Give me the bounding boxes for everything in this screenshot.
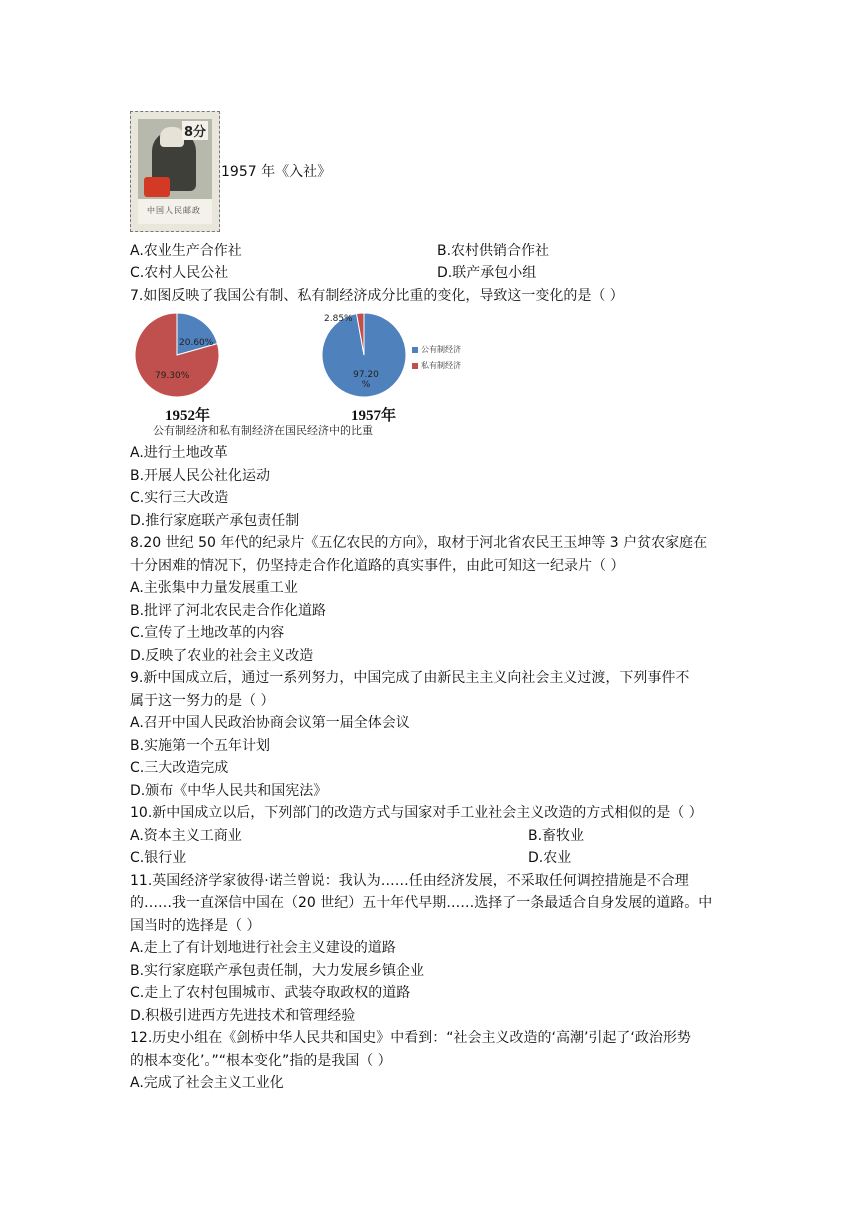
q7-stem: 7.如图反映了我国公有制、私有制经济成分比重的变化，导致这一变化的是（ ） [130, 288, 624, 304]
farmer-headscarf [160, 127, 184, 147]
q10-option-b[interactable]: B.畜牧业 [528, 828, 585, 844]
q6-option-c[interactable]: C.农村人民公社 [130, 265, 229, 281]
legend-swatch-private [412, 363, 418, 369]
q12-option-a[interactable]: A.完成了社会主义工业化 [130, 1075, 284, 1091]
q7-option-c[interactable]: C.实行三大改造 [130, 490, 229, 506]
q12-stem-line2: 的根本变化’。”“根本变化”指的是我国（ ） [130, 1053, 392, 1069]
q9-stem-line1: 9.新中国成立后，通过一系列努力，中国完成了由新民主主义向社会主义过渡，下列事件不 [130, 670, 690, 686]
q10-option-a[interactable]: A.资本主义工商业 [130, 828, 242, 844]
legend-public: 公有制经济 [412, 344, 461, 355]
q6-option-b[interactable]: B.农村供销合作社 [437, 243, 550, 259]
legend-swatch-public [412, 347, 418, 353]
q11-option-b[interactable]: B.实行家庭联产承包责任制，大力发展乡镇企业 [130, 963, 425, 979]
q8-option-a[interactable]: A.主张集中力量发展重工业 [130, 580, 298, 596]
pie-1952-label: 1952年 [165, 408, 211, 424]
q10-stem: 10.新中国成立以后，下列部门的改造方式与国家对手工业社会主义改造的方式相似的是（ ） [130, 805, 703, 821]
q8-option-c[interactable]: C.宣传了土地改革的内容 [130, 625, 285, 641]
q11-option-c[interactable]: C.走上了农村包围城市、武装夺取政权的道路 [130, 985, 411, 1001]
pie-1952-private-pct: 79.30% [155, 371, 190, 381]
stamp-country: 中国人民邮政 [147, 206, 201, 215]
pie-1957-label: 1957年 [351, 408, 397, 424]
pie-1957-public-pct: 97.20 % [353, 370, 379, 390]
q9-option-c[interactable]: C.三大改造完成 [130, 760, 229, 776]
pie-1952-public-pct: 20.60% [179, 338, 214, 348]
legend-private: 私有制经济 [412, 360, 461, 371]
q9-option-b[interactable]: B.实施第一个五年计划 [130, 738, 271, 754]
q8-option-b[interactable]: B.批评了河北农民走合作化道路 [130, 603, 327, 619]
pie-1957-private-pct: 2.85% [324, 314, 353, 324]
q6-option-d[interactable]: D.联产承包小组 [437, 265, 537, 281]
red-flag [144, 177, 170, 197]
q8-option-d[interactable]: D.反映了农业的社会主义改造 [130, 648, 314, 664]
q8-stem-line2: 十分困难的情况下，仍坚持走合作化道路的真实事件，由此可知这一纪录片（ ） [130, 558, 625, 574]
q9-stem-line2: 属于这一努力的是（ ） [130, 693, 275, 709]
stamp-value: 8分 [182, 121, 208, 140]
q11-stem-line2: 的……我一直深信中国在（20 世纪）五十年代早期……选择了一条最适合自身发展的道路。中 [130, 895, 713, 911]
q9-option-d[interactable]: D.颁布《中华人民共和国宪法》 [130, 783, 328, 799]
q9-option-a[interactable]: A.召开中国人民政治协商会议第一届全体会议 [130, 715, 410, 731]
q7-option-b[interactable]: B.开展人民公社化运动 [130, 468, 271, 484]
chart-title: 公有制经济和私有制经济在国民经济中的比重 [153, 424, 373, 437]
q11-stem-line3: 国当时的选择是（ ） [130, 918, 261, 934]
pie-chart-figure [135, 310, 495, 440]
q7-option-d[interactable]: D.推行家庭联产承包责任制 [130, 513, 300, 529]
q11-option-a[interactable]: A.走上了有计划地进行社会主义建设的道路 [130, 940, 396, 956]
q11-stem-line1: 11.英国经济学家彼得·诺兰曾说：我认为……任由经济发展，不采取任何调控措施是不合理 [130, 873, 689, 889]
q12-stem-line1: 12.历史小组在《剑桥中华人民共和国史》中看到：“社会主义改造的‘高潮’引起了‘政治形势 [130, 1030, 691, 1046]
q11-option-d[interactable]: D.积极引进西方先进技术和管理经验 [130, 1008, 356, 1024]
q6-option-a[interactable]: A.农业生产合作社 [130, 243, 242, 259]
q10-option-d[interactable]: D.农业 [528, 850, 572, 866]
stamp-image [130, 111, 220, 232]
stamp-caption: 1957 年《入社》 [221, 164, 332, 180]
q8-stem-line1: 8.20 世纪 50 年代的纪录片《五亿农民的方向》，取材于河北省农民王玉坤等 3 户贫农家庭在 [130, 535, 708, 551]
q7-option-a[interactable]: A.进行土地改革 [130, 445, 228, 461]
q10-option-c[interactable]: C.银行业 [130, 850, 187, 866]
